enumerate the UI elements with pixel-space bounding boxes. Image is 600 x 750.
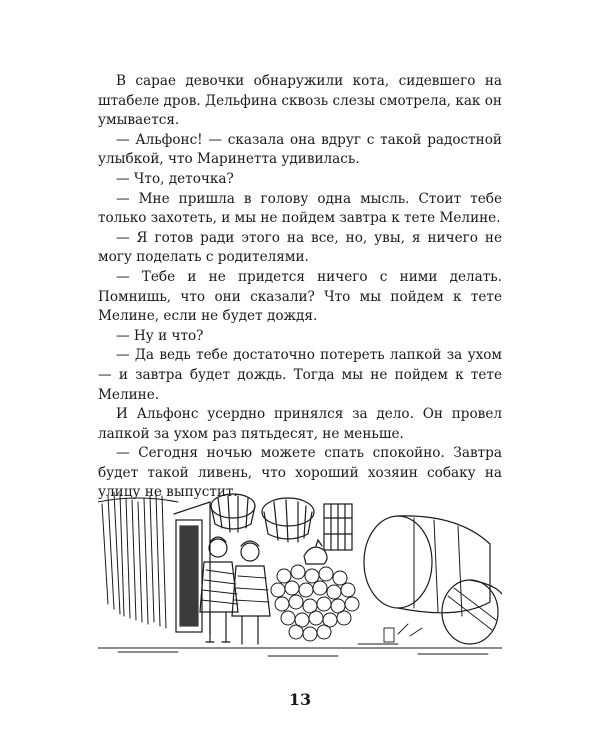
log-pile <box>271 565 359 641</box>
paragraph: В сарае девочки обнаружили кота, сидевшего на штабеле дров. Дельфина сквозь слезы смотрела, как он умывается. <box>98 73 502 129</box>
paragraph: — Альфонс! — сказала она вдруг с такой радостной улыбкой, что Маринетта удивилась. <box>98 131 502 168</box>
hanging-barrels <box>211 494 314 542</box>
page-number: 13 <box>288 690 312 709</box>
floor-lines <box>98 624 502 656</box>
large-barrels <box>364 516 502 644</box>
wall-hatching <box>98 492 178 628</box>
paragraph: — Мне пришла в голову одна мысль. Стоит тебе только захотеть, и мы не пойдем завтра к тете Мелине. <box>98 190 502 227</box>
door-frame <box>174 502 210 634</box>
girl-figure-left <box>200 537 238 642</box>
paragraph: — Ну и что? <box>116 327 204 344</box>
paragraph: — Я готов ради этого на все, но, увы, я ничего не могу поделать с родителями. <box>98 229 502 266</box>
paragraph: — Сегодня ночью можете спать спокойно. Завтра будет такой ливень, что хороший хозяин собаку на улицу не выпустит. <box>98 445 502 501</box>
barn-illustration <box>98 484 502 664</box>
girl-figure-right <box>232 541 270 644</box>
window-grille <box>324 504 352 550</box>
paragraph: И Альфонс усердно принялся за дело. Он провел лапкой за ухом раз пятьдесят, не меньше. <box>98 406 502 442</box>
paragraph: — Да ведь тебе достаточно потереть лапкой за ухом — и завтра будет дождь. Тогда мы не пойдем к тете Мелине. <box>98 347 502 403</box>
paragraph: — Что, деточка? <box>116 170 234 187</box>
paragraph: — Тебе и не придется ничего с ними делать. Помнишь, что они сказали? Что мы пойдем к тете Мелине, если не будет дождя. <box>98 268 502 325</box>
main-text <box>98 72 502 503</box>
